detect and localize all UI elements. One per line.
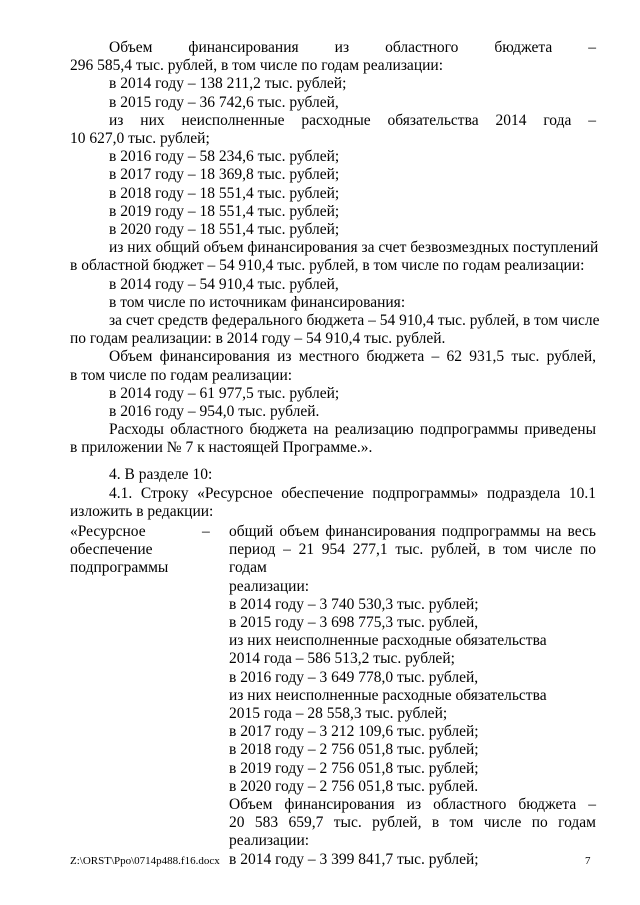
section-4-1-line1: 4.1. Строку «Ресурсное обеспечение подпрограммы» подраздела 10.1 xyxy=(109,485,596,502)
local-line2: в том числе по годам реализации: xyxy=(70,367,293,384)
regional-financing-line2: 296 585,4 тыс. рублей, в том числе по годам реализации: xyxy=(70,57,444,74)
sources-line: в том числе по источникам финансирования: xyxy=(109,294,406,311)
local-line1: Объем финансирования из местного бюджета – 62 931,5 тыс. рублей, xyxy=(109,348,596,365)
regional-line1: Объем финансирования из областного бюджета – xyxy=(229,796,596,814)
label-line1: «Ресурсное xyxy=(70,523,146,540)
regional-financing-line1: Объем финансирования из областного бюджета – xyxy=(109,39,596,56)
total-line2: период – 21 954 277,1 тыс. рублей, в том числе по годам xyxy=(229,541,596,577)
unfulfilled-line1: из них неисполненные расходные обязательства 2014 года – xyxy=(109,112,596,129)
unf1-line2: 2014 года – 586 513,2 тыс. рублей; xyxy=(229,650,455,668)
r-2014-line: в 2014 году – 3 740 530,3 тыс. рублей; xyxy=(229,595,479,613)
resource-provision-label xyxy=(70,523,200,578)
federal-line1: за счет средств федерального бюджета – 54 910,4 тыс. рублей, в том числе xyxy=(109,312,600,329)
expenses-line2: в приложении № 7 к настоящей Программе.». xyxy=(70,439,373,456)
reg-2014-line: в 2014 году – 3 399 841,7 тыс. рублей; xyxy=(229,850,479,868)
local-2016-line: в 2016 году – 954,0 тыс. рублей. xyxy=(109,403,320,420)
year-2018-line: в 2018 году – 18 551,4 тыс. рублей; xyxy=(109,185,340,202)
regional-line3: реализации: xyxy=(229,832,310,850)
year-2015-line: в 2015 году – 36 742,6 тыс. рублей, xyxy=(109,94,339,111)
year-2016-line: в 2016 году – 58 234,6 тыс. рублей; xyxy=(109,148,340,165)
section-4-heading: 4. В разделе 10: xyxy=(109,466,213,483)
unf2-line1: из них неисполненные расходные обязательства xyxy=(229,686,547,704)
unf1-line1: из них неисполненные расходные обязательства xyxy=(229,632,547,650)
r-2016-line: в 2016 году – 3 649 778,0 тыс. рублей, xyxy=(229,668,479,686)
r-2019-line: в 2019 году – 2 756 051,8 тыс. рублей; xyxy=(229,759,479,777)
year-2020-line: в 2020 году – 18 551,4 тыс. рублей; xyxy=(109,221,340,238)
regional-line2: 20 583 659,7 тыс. рублей, в том числе по годам xyxy=(229,814,596,832)
resource-provision-content xyxy=(229,523,596,869)
total-line3: реализации: xyxy=(229,577,310,595)
gratuitous-line2: в областной бюджет – 54 910,4 тыс. рублей, в том числе по годам реализации: xyxy=(70,257,585,274)
page-number: 7 xyxy=(585,855,591,867)
r-2017-line: в 2017 году – 3 212 109,6 тыс. рублей; xyxy=(229,723,479,741)
year-2014-line: в 2014 году – 138 211,2 тыс. рублей; xyxy=(109,75,347,92)
r-2015-line: в 2015 году – 3 698 775,3 тыс. рублей, xyxy=(229,614,479,632)
unfulfilled-line2: 10 627,0 тыс. рублей; xyxy=(70,130,210,147)
table-dash: – xyxy=(202,523,210,540)
section-4-1-line2: изложить в редакции: xyxy=(70,503,214,520)
footer-file-path: Z:\ORST\Ppo\0714p488.f16.docx xyxy=(70,855,220,867)
label-line2: обеспечение xyxy=(70,541,153,559)
unf2-line2: 2015 года – 28 558,3 тыс. рублей; xyxy=(229,705,448,723)
local-2014-line: в 2014 году – 61 977,5 тыс. рублей; xyxy=(109,385,340,402)
r-2018-line: в 2018 году – 2 756 051,8 тыс. рублей; xyxy=(229,741,479,759)
label-line3: подпрограммы xyxy=(70,559,169,577)
gratuitous-2014-line: в 2014 году – 54 910,4 тыс. рублей, xyxy=(109,276,339,293)
expenses-line1: Расходы областного бюджета на реализацию подпрограммы приведены xyxy=(109,421,596,438)
gratuitous-line1: из них общий объем финансирования за счет безвозмездных поступлений xyxy=(109,239,599,256)
r-2020-line: в 2020 году – 2 756 051,8 тыс. рублей. xyxy=(229,777,479,795)
federal-line2: по годам реализации: в 2014 году – 54 910,4 тыс. рублей. xyxy=(70,330,446,347)
year-2017-line: в 2017 году – 18 369,8 тыс. рублей; xyxy=(109,166,340,183)
year-2019-line: в 2019 году – 18 551,4 тыс. рублей; xyxy=(109,203,340,220)
total-line1: общий объем финансирования подпрограммы на весь xyxy=(229,523,596,540)
